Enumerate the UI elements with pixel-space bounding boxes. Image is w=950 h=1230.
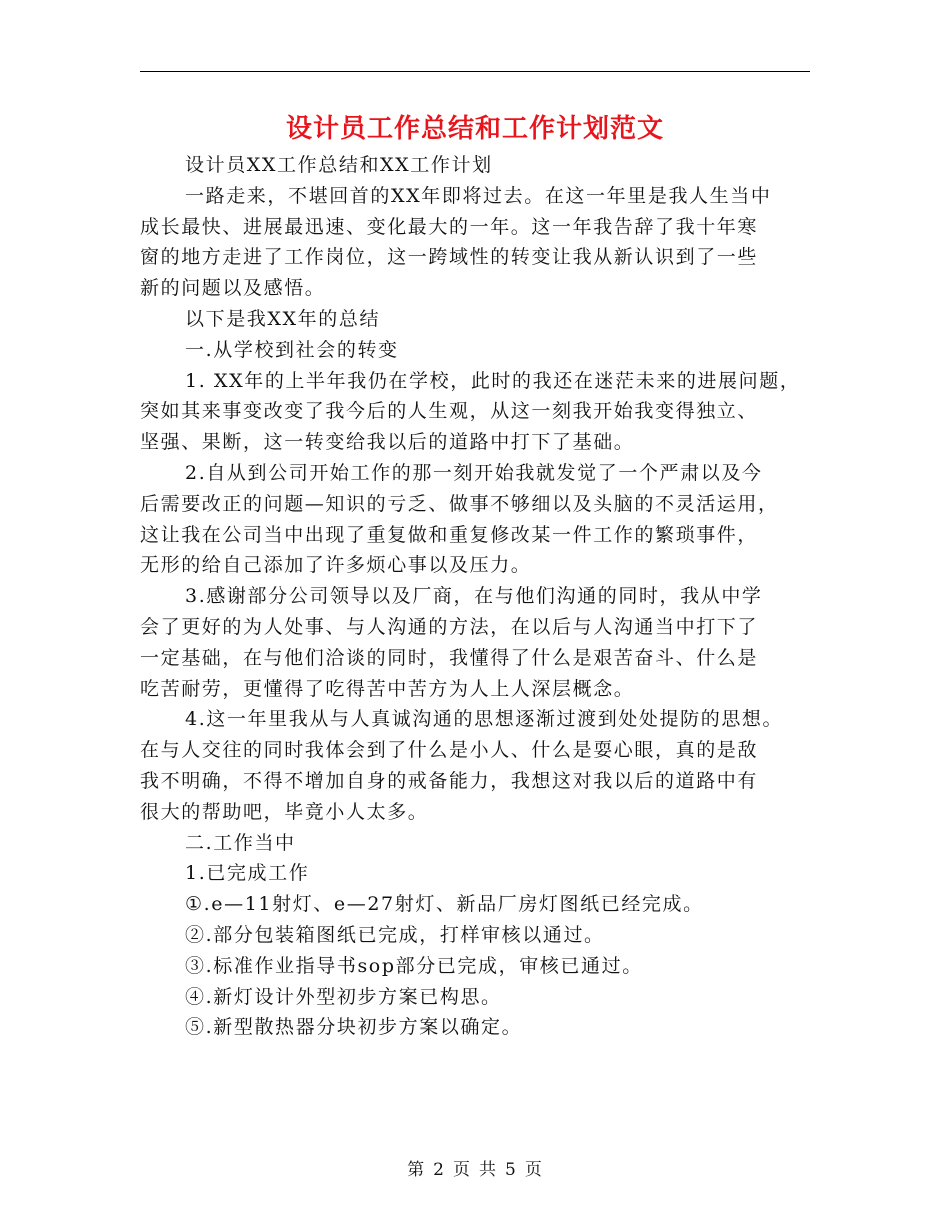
footer-label: 共 [479, 1160, 497, 1180]
subsection-heading: 1.已完成工作 [185, 862, 310, 885]
paragraph-line: 很大的帮助吧，毕竟小人太多。 [140, 800, 429, 823]
paragraph-line: 会了更好的为人处事、与人沟通的方法，在以后与人沟通当中打下了 [140, 615, 759, 638]
page-total-number: 5 [505, 1160, 517, 1180]
list-item: ⑤.新型散热器分块初步方案以确定。 [185, 1016, 523, 1039]
paragraph-line: 2.自从到公司开始工作的那一刻开始我就发觉了一个严肃以及今 [185, 461, 763, 484]
paragraph-line: 一定基础，在与他们洽谈的同时，我懂得了什么是艰苦奋斗、什么是 [140, 646, 759, 669]
page-current-number: 2 [433, 1160, 445, 1180]
paragraph-line: 坚强、果断，这一转变给我以后的道路中打下了基础。 [140, 431, 635, 454]
list-item: ①.e—11射灯、e—27射灯、新品厂房灯图纸已经完成。 [185, 893, 704, 916]
paragraph-line: 新的问题以及感悟。 [140, 277, 326, 300]
paragraph-line: 我不明确，不得不增加自身的戒备能力，我想这对我以后的道路中有 [140, 769, 759, 792]
paragraph-line: 吃苦耐劳，更懂得了吃得苦中苦方为人上人深层概念。 [140, 677, 635, 700]
section-heading: 一.从学校到社会的转变 [185, 338, 399, 361]
header-rule [140, 71, 810, 72]
paragraph-line: 设计员XX工作总结和XX工作计划 [185, 154, 493, 176]
paragraph-line: 窗的地方走进了工作岗位，这一跨域性的转变让我从新认识到了一些 [140, 246, 759, 269]
paragraph-line: 3.感谢部分公司领导以及厂商，在与他们沟通的同时，我从中学 [185, 585, 763, 608]
paragraph-line: 1. XX年的上半年我仍在学校，此时的我还在迷茫未来的进展问题， [185, 369, 801, 392]
paragraph-line: 这让我在公司当中出现了重复做和重复修改某一件工作的繁琐事件， [140, 523, 759, 546]
paragraph-line: 在与人交往的同时我体会到了什么是小人、什么是耍心眼，真的是敌 [140, 739, 759, 762]
paragraph-line: 4.这一年里我从与人真诚沟通的思想逐渐过渡到处处提防的思想。 [185, 708, 784, 731]
paragraph-line: 后需要改正的问题—知识的亏乏、做事不够细以及头脑的不灵活运用， [140, 492, 779, 515]
document-body [140, 150, 830, 1043]
paragraph-line: 突如其来事变改变了我今后的人生观，从这一刻我开始我变得独立、 [140, 400, 759, 423]
document-title: 设计员工作总结和工作计划范文 [285, 114, 664, 144]
footer-label: 页 [453, 1160, 471, 1180]
list-item: ④.新灯设计外型初步方案已构思。 [185, 985, 502, 1008]
paragraph-line: 成长最快、进展最迅速、变化最大的一年。这一年我告辞了我十年寒 [140, 215, 759, 238]
list-item: ②.部分包装箱图纸已完成，打样审核以通过。 [185, 923, 605, 946]
paragraph-line: 以下是我XX年的总结 [185, 307, 381, 330]
paragraph-line: 一路走来，不堪回首的XX年即将过去。在这一年里是我人生当中 [185, 184, 772, 207]
page-footer [0, 1155, 950, 1180]
footer-label: 第 [407, 1160, 426, 1180]
footer-label: 页 [524, 1160, 543, 1180]
paragraph-line: 无形的给自己添加了许多烦心事以及压力。 [140, 554, 532, 577]
section-heading: 二.工作当中 [185, 831, 296, 854]
list-item: ③.标准作业指导书sop部分已完成，审核已通过。 [185, 954, 643, 977]
